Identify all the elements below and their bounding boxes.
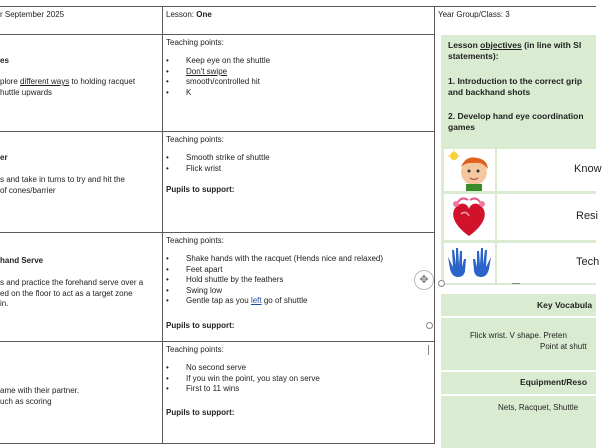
resize-handle[interactable] bbox=[426, 322, 433, 329]
obj-1a: 1. Introduction to the correct grip bbox=[448, 76, 583, 86]
objective-2 bbox=[448, 111, 584, 132]
vocab-heading: Key Vocabula bbox=[537, 300, 593, 310]
vocab-body bbox=[470, 331, 587, 352]
teaching-point: • Keep eye on the shuttle bbox=[166, 56, 270, 67]
teaching-point: • Shake hands with the racquet (Hends nice and relaxed) bbox=[166, 254, 383, 265]
teaching-point: • Feet apart bbox=[166, 265, 383, 276]
obj-h-c: (in line with SI bbox=[521, 40, 582, 50]
teaching-point: • Flick wrist bbox=[166, 164, 270, 175]
icon-cell bbox=[444, 243, 495, 283]
teaching-point: • smooth/controlled hit bbox=[166, 77, 270, 88]
teaching-point: • Hold shuttle by the feathers bbox=[166, 275, 383, 286]
icon-label: Know bbox=[574, 163, 602, 175]
year-group: Year Group/Class: 3 bbox=[438, 10, 510, 19]
equipment-heading: Equipment/Reso bbox=[520, 377, 588, 387]
child-lightbulb-icon bbox=[444, 149, 495, 191]
activity-desc bbox=[0, 278, 143, 310]
obj-h-b: objectives bbox=[480, 40, 522, 50]
grid-line bbox=[0, 232, 434, 233]
heart-icon bbox=[444, 194, 495, 240]
activity-desc bbox=[0, 386, 79, 407]
teaching-points-label: Teaching points: bbox=[166, 135, 224, 144]
teaching-point: • No second serve bbox=[166, 363, 320, 374]
objective-1 bbox=[448, 76, 582, 97]
icon-cell bbox=[444, 194, 495, 240]
desc-line: ame with their partner. bbox=[0, 386, 80, 395]
desc-line: of cones/barrier bbox=[0, 185, 56, 195]
tp-underlined: left bbox=[250, 296, 262, 305]
obj-2a: 2. Develop hand eye coordination bbox=[448, 111, 584, 121]
resize-handle-bar[interactable] bbox=[512, 283, 520, 284]
lesson-label: Lesson: bbox=[166, 10, 197, 19]
desc-line: plore bbox=[0, 77, 21, 86]
desc-line: to holding racquet bbox=[69, 77, 136, 86]
resize-handle[interactable] bbox=[438, 280, 445, 287]
activity-desc bbox=[0, 175, 125, 196]
grid-line bbox=[0, 6, 596, 7]
teaching-points-label: Teaching points: bbox=[166, 38, 224, 47]
pupils-support-label: Pupils to support: bbox=[166, 185, 235, 194]
lesson-value: One bbox=[196, 10, 212, 19]
pupils-support-label: Pupils to support: bbox=[166, 321, 235, 330]
teaching-points-list bbox=[166, 153, 270, 174]
teaching-points-label: Teaching points: bbox=[166, 236, 224, 245]
desc-line: uch as scoring bbox=[0, 396, 52, 406]
teaching-points-list bbox=[166, 254, 383, 307]
move-handle-icon[interactable]: ✥ bbox=[414, 270, 434, 290]
teaching-points-list bbox=[166, 56, 270, 98]
teaching-point bbox=[166, 67, 270, 78]
obj-h-a: Lesson bbox=[448, 40, 481, 50]
icon-cell bbox=[444, 149, 495, 191]
grid-line bbox=[0, 341, 434, 342]
icon-label: Tech bbox=[576, 256, 600, 268]
objectives-heading bbox=[448, 40, 581, 61]
teaching-point-text: Don't swipe bbox=[186, 66, 228, 76]
hands-icon bbox=[444, 243, 495, 283]
grid-line bbox=[162, 6, 163, 444]
desc-line: s and take in turns to try and hit the bbox=[0, 175, 125, 184]
teaching-point: • Smooth strike of shuttle bbox=[166, 153, 270, 164]
teaching-point bbox=[166, 296, 383, 307]
grid-line bbox=[434, 6, 435, 444]
tp-text: go of shuttle bbox=[261, 296, 308, 305]
activity-title: hand Serve bbox=[0, 256, 44, 265]
teaching-point: • Swing low bbox=[166, 286, 383, 297]
desc-underlined: different ways bbox=[20, 77, 70, 86]
grid-line bbox=[0, 131, 434, 132]
desc-line: in. bbox=[0, 299, 9, 308]
teaching-point: • If you win the point, you stay on serve bbox=[166, 374, 320, 385]
grid-line bbox=[0, 34, 434, 35]
activity-desc bbox=[0, 77, 135, 98]
equipment-body: Nets, Racquet, Shuttle bbox=[498, 403, 579, 412]
teaching-point: • First to 11 wins bbox=[166, 384, 320, 395]
scroll-indicator[interactable] bbox=[428, 345, 429, 355]
activity-title: er bbox=[0, 153, 8, 162]
desc-line: huttle upwards bbox=[0, 87, 53, 97]
desc-line: s and practice the forehand serve over a bbox=[0, 278, 144, 287]
teaching-point: • K bbox=[166, 88, 270, 99]
vocab-line: Flick wrist. V shape. Preten bbox=[470, 331, 567, 340]
desc-line: ed on the floor to act as a target zone bbox=[0, 288, 133, 298]
vocab-line: Point at shutt bbox=[540, 341, 587, 351]
lesson-number bbox=[166, 10, 212, 21]
activity-title: es bbox=[0, 56, 9, 65]
tp-text: Gentle tap as you bbox=[186, 296, 251, 305]
teaching-points-label: Teaching points: bbox=[166, 345, 224, 354]
obj-1b: and backhand shots bbox=[448, 86, 531, 97]
icon-label: Resi bbox=[576, 210, 599, 222]
pupils-support-label: Pupils to support: bbox=[166, 408, 235, 417]
obj-h-d: statements): bbox=[448, 50, 499, 61]
lesson-date: r September 2025 bbox=[0, 10, 65, 19]
grid-line bbox=[0, 443, 434, 444]
obj-2b: games bbox=[448, 121, 475, 132]
teaching-points-list bbox=[166, 363, 320, 395]
